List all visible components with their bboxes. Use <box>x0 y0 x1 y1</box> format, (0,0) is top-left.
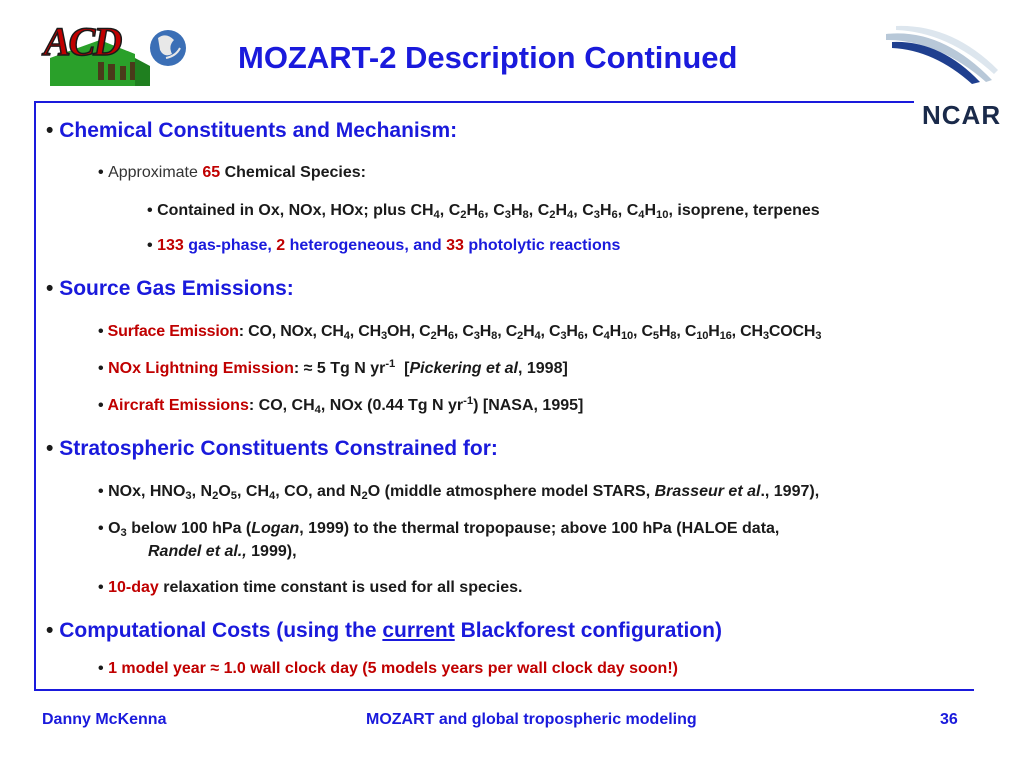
heterogeneous-label: heterogeneous, and <box>289 237 442 254</box>
species-count: 65 <box>202 164 221 181</box>
bullet-marker: • <box>46 619 54 642</box>
formula-ch4: $CH_4$ <box>410 202 440 221</box>
sub-bullet-species <box>98 164 366 182</box>
relaxation-highlight: 10-day <box>108 579 159 596</box>
ncar-logo-text: NCAR <box>922 100 1002 130</box>
bullet-heading: Source Gas Emissions: <box>59 277 294 300</box>
formula-c3h8: $C_3H_8$ <box>493 202 529 221</box>
acd-logo <box>40 18 190 88</box>
bullet-marker: • <box>98 360 104 377</box>
bullet-marker: • <box>98 164 104 181</box>
approx-label: Approximate <box>108 164 198 181</box>
lightning-citation: Pickering et al <box>409 360 518 377</box>
content-frame-bottom <box>34 689 974 691</box>
bullet-heading: Stratospheric Constituents Constrained for: <box>59 437 498 460</box>
surface-lead: CO, NOx, <box>248 323 317 340</box>
bullet-marker: • <box>98 323 104 340</box>
sub-bullet-model-year: • 1 model year ≈ 1.0 wall clock day (5 models years per wall clock day soon!) <box>98 660 678 677</box>
footer-center: MOZART and global tropospheric modeling <box>366 711 697 728</box>
bullet-computational-costs: • Computational Costs (using the current Blackforest configuration) <box>46 619 722 642</box>
formula-c4h10: $C_4H_{10}$ <box>626 202 669 221</box>
aircraft-label: Aircraft Emissions <box>107 397 249 414</box>
logan-citation: Logan <box>251 520 300 537</box>
bullet-marker: • <box>147 202 153 219</box>
sub-bullet-ozone: • $O_3$ below 100 hPa (Logan, 1999) to the thermal tropopause; above 100 hPa (HALOE data, <box>98 520 780 539</box>
footer-author: Danny McKenna <box>42 711 167 728</box>
randel-citation: Randel et al., <box>148 543 247 560</box>
sub-bullet-ozone-cont: Randel et al., 1999), <box>148 543 297 560</box>
bullet-stratospheric <box>46 437 498 461</box>
heterogeneous-count: 2 <box>276 237 286 254</box>
current-underlined: current <box>382 619 455 642</box>
sub-bullet-aircraft: • Aircraft Emissions: CO, $CH_4$, NOx (0.44 Tg N $yr^{-1}$) [NASA, 1995] <box>98 395 584 416</box>
bullet-marker: • <box>46 277 54 300</box>
ncar-logo <box>882 20 1002 100</box>
gas-phase-label: gas-phase, <box>188 237 272 254</box>
page-title: MOZART-2 Description Continued <box>238 40 738 75</box>
sub-bullet-nox: • NOx, $HNO_3$, $N_2O_5$, $CH_4$, CO, and $N_2O$ (middle atmosphere model STARS, Brasseur et al., 1997), <box>98 483 820 502</box>
acd-logo-text: ACD <box>44 19 121 64</box>
bullet-marker: • <box>98 397 104 414</box>
bullet-marker: • <box>98 520 104 537</box>
photolytic-count: 33 <box>446 237 464 254</box>
species-label: Chemical Species: <box>224 164 366 181</box>
content-frame-top <box>34 101 914 103</box>
formula-c2h4: $C_2H_4$ <box>537 202 574 221</box>
formula-c2h6: $C_2H_6$ <box>448 202 485 221</box>
bullet-marker: • <box>147 237 153 254</box>
sub-bullet-lightning: • NOx Lightning Emission: ≈ 5 Tg N $yr^{-1}$ [Pickering et al, 1998] <box>98 358 568 377</box>
bullet-marker: • <box>98 483 104 500</box>
content-frame-left <box>34 101 36 691</box>
sub-sub-bullet-contained: • Contained in Ox, NOx, HOx; plus $CH_4$, $C_2H_6$, $C_3H_8$, $C_2H_4$, $C_3H_6$, $C_4H_{10}$, isoprene, terpenes <box>147 202 820 221</box>
lightning-value: ≈ 5 Tg N yr <box>303 360 386 377</box>
gas-phase-count: 133 <box>157 237 184 254</box>
contained-intro: Contained in Ox, NOx, HOx; plus <box>157 202 406 219</box>
surface-emission-label: Surface Emission <box>107 323 239 340</box>
ncar-swoosh-icon <box>882 20 1002 100</box>
lightning-label: NOx Lightning Emission <box>108 360 294 377</box>
footer-page-number: 36 <box>940 711 958 728</box>
bullet-heading: Chemical Constituents and Mechanism: <box>59 119 458 142</box>
bullet-source-emissions <box>46 277 294 301</box>
bullet-marker: • <box>98 579 104 596</box>
sub-bullet-surface-emission: • Surface Emission: CO, NOx, $CH_4$, $CH_3OH$, $C_2H_6$, $C_3H_8$, $C_2H_4$, $C_3H_6$, $C_4H_{10}$, $C_5H_8$, $C_{10}H_{16}$, $CH_3COCH_3$ <box>98 323 822 342</box>
bullet-marker: • <box>98 660 104 677</box>
photolytic-label: photolytic reactions <box>468 237 621 254</box>
bullet-marker: • <box>46 437 54 460</box>
brasseur-citation: Brasseur et al <box>654 483 761 500</box>
bullet-marker: • <box>46 119 54 142</box>
bullet-chemical-constituents <box>46 119 457 143</box>
contained-tail: , isoprene, terpenes <box>668 202 820 219</box>
sub-bullet-relaxation: • 10-day relaxation time constant is used for all species. <box>98 579 523 596</box>
sub-sub-bullet-reactions <box>147 237 620 255</box>
formula-c3h6: $C_3H_6$ <box>582 202 618 221</box>
